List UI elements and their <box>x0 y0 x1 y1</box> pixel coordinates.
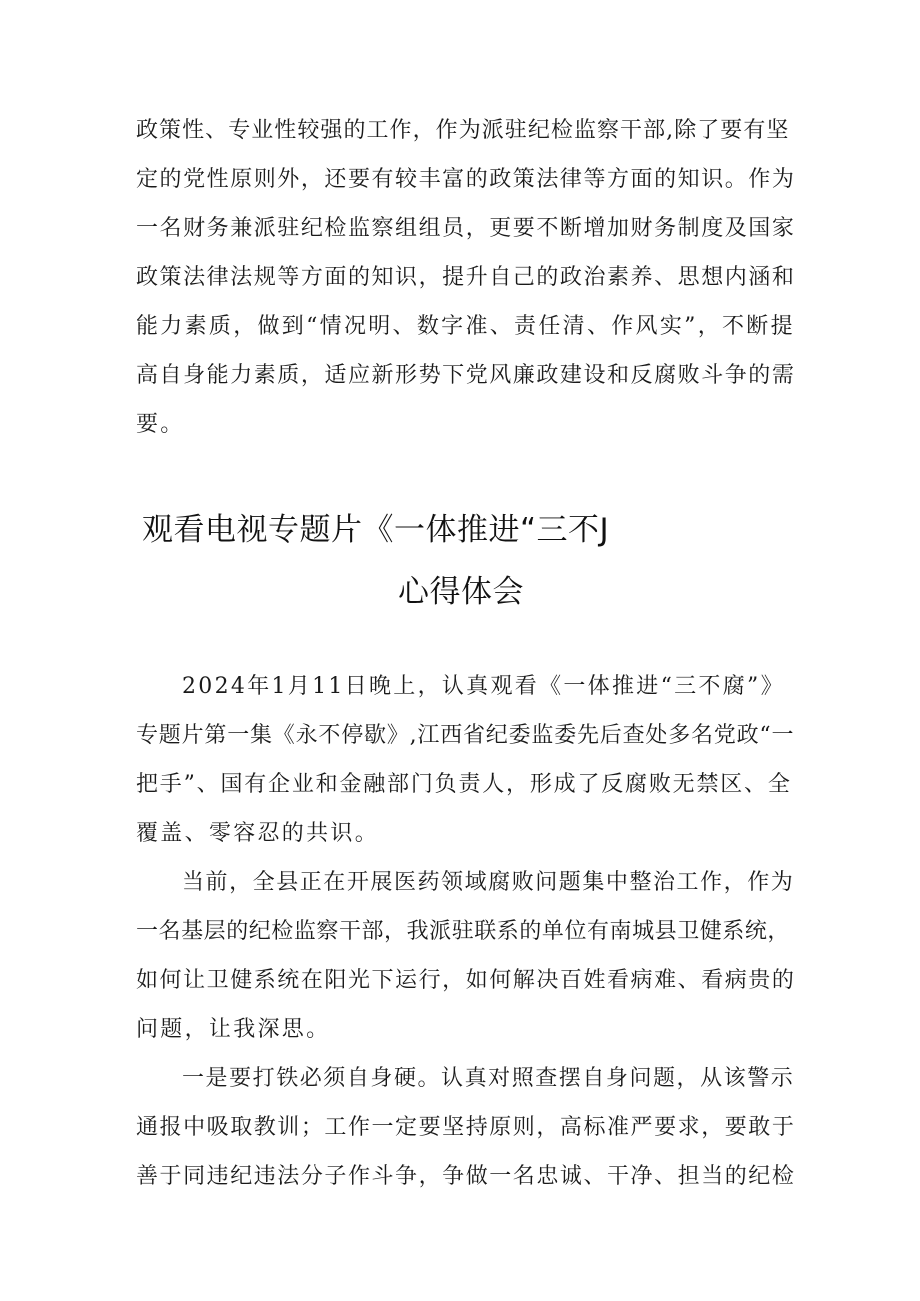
para1-line-4: 覆盖、零容忍的共识。 <box>136 821 380 846</box>
para3-line-2: 通报中吸取教训；工作一定要坚持原则，高标准严要求，要敢于 <box>136 1115 796 1140</box>
para2-line-2: 一名基层的纪检监察干部，我派驻联系的单位有南城县卫健系统， <box>136 919 790 944</box>
intro-line-6: 高自身能力素质，适应新形势下党风廉政建设和反腐败斗争的需 <box>136 363 796 388</box>
heading-line-1: 观看电视专题片《一体推进“三不J <box>142 512 610 548</box>
para3-line-1: 一是要打铁必须自身硬。认真对照查摆自身问题，从该警示 <box>182 1066 795 1091</box>
intro-line-2: 定的党性原则外，还要有较丰富的政策法律等方面的知识。作为 <box>136 167 796 192</box>
intro-line-1: 政策性、专业性较强的工作，作为派驻纪检监察干部,除了要有坚 <box>136 118 790 143</box>
intro-line-3: 一名财务兼派驻纪检监察组组员，更要不断增加财务制度及国家 <box>136 216 796 241</box>
para1-line-2: 专题片第一集《永不停歇》,江西省纪委监委先后查处多名党政“一 <box>136 723 795 748</box>
intro-line-5: 能力素质，做到“情况明、数字准、责任清、作风实”，不断提 <box>136 314 795 339</box>
para2-line-4: 问题，让我深思。 <box>136 1017 331 1042</box>
para2-line-3: 如何让卫健系统在阳光下运行，如何解决百姓看病难、看病贵的 <box>136 968 796 993</box>
para1-line-1: 2024年1月11日晚上，认真观看《一体推进“三不腐”》 <box>182 674 785 699</box>
intro-line-7: 要。 <box>136 412 185 437</box>
heading-line-2: 心得体会 <box>398 574 524 610</box>
para1-line-3: 把手”、国有企业和金融部门负责人，形成了反腐败无禁区、全 <box>136 772 792 797</box>
intro-line-4: 政策法律法规等方面的知识，提升自己的政治素养、思想内涵和 <box>136 265 796 290</box>
para3-line-3: 善于同违纪违法分子作斗争，争做一名忠诚、干净、担当的纪检 <box>136 1164 796 1189</box>
para2-line-1: 当前，全县正在开展医药领域腐败问题集中整治工作，作为 <box>182 870 795 895</box>
